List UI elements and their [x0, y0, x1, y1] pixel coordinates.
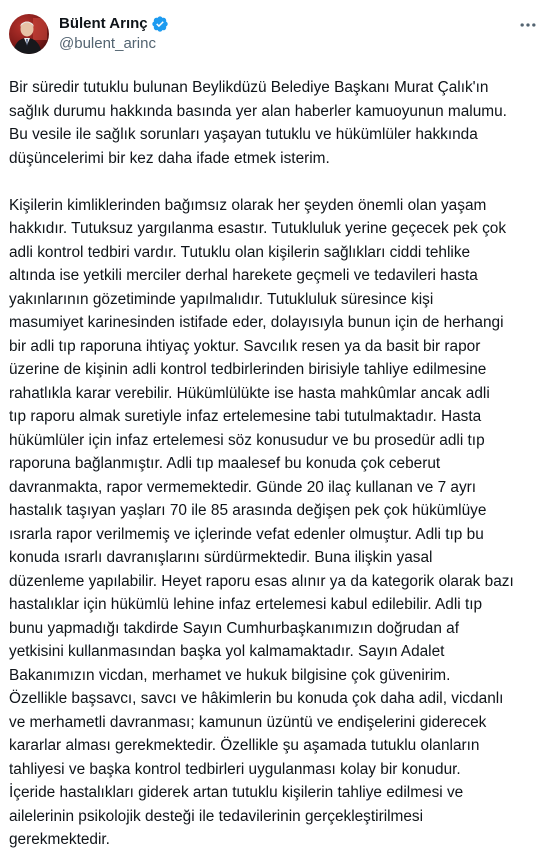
tweet-text-line: hastalıklar için hükümlü lehine infaz ertelemesi kabul edilebilir. Adli tıp — [9, 596, 483, 613]
tweet-text-line: Bir süredir tutuklu bulunan Beylikdüzü Belediye Başkanı Murat Çalık'ın — [9, 79, 489, 96]
tweet-text-line: düşüncelerimi bir kez daha ifade etmek isterim. — [9, 149, 330, 167]
tweet-text-line: Bu vesile ile sağlık sorunları yaşayan tutuklu ve hükümlüler hakkında — [9, 126, 478, 143]
tweet-text-line: üzerine de kişinin adli kontrol tedbirlerinden birisiyle tahliye edilmesine — [9, 361, 487, 378]
tweet-text-line: Özellikle başsavcı, savcı ve hâkimlerin bu konuda çok daha adil, vicdanlı — [9, 690, 504, 707]
tweet-header — [16, 12, 543, 56]
more-dots-shape — [518, 15, 538, 35]
tweet-text-line: kararlar alması gerekmektedir. Özellikle şu aşamada tutuklu olanların — [9, 737, 480, 754]
tweet-text-line: İçeride hastalıkları giderek artan tutuklu kişilerin tahliye edilmesi ve — [9, 784, 464, 801]
tweet-paragraph-2 — [9, 194, 554, 852]
tweet-text-line: gerekmektedir. — [9, 831, 110, 848]
verified-badge-shape — [151, 15, 169, 33]
tweet-text-line: sağlık durumu hakkında basında yer alan haberler kamuoyunun malumu. — [9, 102, 507, 120]
tweet-text-line: adli kontrol tedbiri vardır. Tutuklu olan kişilerin sağlıkları ciddi tehlike — [9, 243, 471, 261]
tweet-text-line: Bakanımızın vicdan, merhamet ve hukuk bilgisine çok güvenirim. — [9, 666, 451, 684]
tweet-text-line: konuda ısrarlı davranışlarını sürdürmektedir. Buna ilişkin yasal — [9, 549, 433, 566]
tweet-text-line: altında ise yetkili merciler derhal harekete geçmeli ve tedavileri hasta — [9, 267, 478, 284]
profile-avatar[interactable] — [9, 14, 49, 54]
tweet-text-line: Kişilerin kimliklerinden bağımsız olarak her şeyden önemli olan yaşam — [9, 196, 487, 214]
paragraph-spacer — [9, 170, 554, 194]
tweet-text — [9, 76, 554, 852]
more-options-icon — [518, 15, 538, 38]
verified-badge-icon[interactable] — [151, 15, 169, 33]
tweet-text-line: ve merhametli davranması; kamunun üzüntü ve endişelerini giderecek — [9, 713, 487, 731]
author-display-name[interactable]: Bülent Arınç — [59, 15, 148, 32]
more-options-button[interactable] — [511, 12, 545, 40]
author-handle[interactable]: @bulent_arinc — [59, 35, 156, 52]
avatar-image — [9, 14, 49, 54]
tweet-text-line: davranmakta, rapor vermemektedir. Günde 20 ilaç kullanan ve 7 ayrı — [9, 478, 477, 496]
tweet-text-line: hakkıdır. Tutuksuz yargılanma esastır. Tutukluluk yerine geçecek pek çok — [9, 220, 507, 237]
tweet-text-line: ailelerinin psikolojik desteği ile tedavilerinin gerçekleştirilmesi — [9, 807, 424, 825]
tweet-text-line: düzenleme yapılabilir. Heyet raporu esas alınır ya da kategorik olarak bazı — [9, 572, 514, 590]
tweet-text-line: tıp raporu almak suretiyle infaz ertelemesine tabi tutulmaktadır. Hasta — [9, 408, 482, 425]
tweet-text-line: tahliyesi ve başka kontrol tedbirleri uygulanması kolay bir konudur. — [9, 760, 461, 778]
author-block — [59, 14, 169, 54]
tweet-text-line: bir adli tıp raporuna ihtiyaç yoktur. Savcılık resen ya da basit bir rapor — [9, 337, 481, 355]
tweet-text-line: yakınlarının gözetiminde yapılmalıdır. Tutukluluk süresince kişi — [9, 290, 434, 308]
tweet-text-line: hükümlüler için infaz ertelemesi söz konusudur ve bu prosedür adli tıp — [9, 431, 485, 449]
author-name-row[interactable] — [59, 14, 169, 34]
tweet-text-line: yetkisini kullanmasından başka yol kalmamaktadır. Sayın Adalet — [9, 643, 445, 660]
tweet-text-line: rahatlıkla karar verebilir. Hükümlülükte ise hasta mahkûmlar ancak adli — [9, 384, 490, 402]
tweet-text-line: raporuna bağlanmıştır. Adli tıp maalesef bu konuda çok ceberut — [9, 455, 441, 472]
tweet-paragraph-1 — [9, 76, 554, 170]
tweet-text-line: masumiyet karinesinden istifade eder, dolayısıyla bunun için de herhangi — [9, 314, 504, 331]
tweet-text-line: ısrarla rapor verilmemiş ve içlerinde vefat edenler olmuştur. Adli tıp bu — [9, 525, 484, 543]
tweet-text-line: bunu yapmadığı takdirde Sayın Cumhurbaşkanımızın doğrudan af — [9, 619, 460, 637]
tweet-text-line: hastalık taşıyan yaşları 70 ile 85 arasında değişen pek çok hükümlüye — [9, 502, 487, 519]
